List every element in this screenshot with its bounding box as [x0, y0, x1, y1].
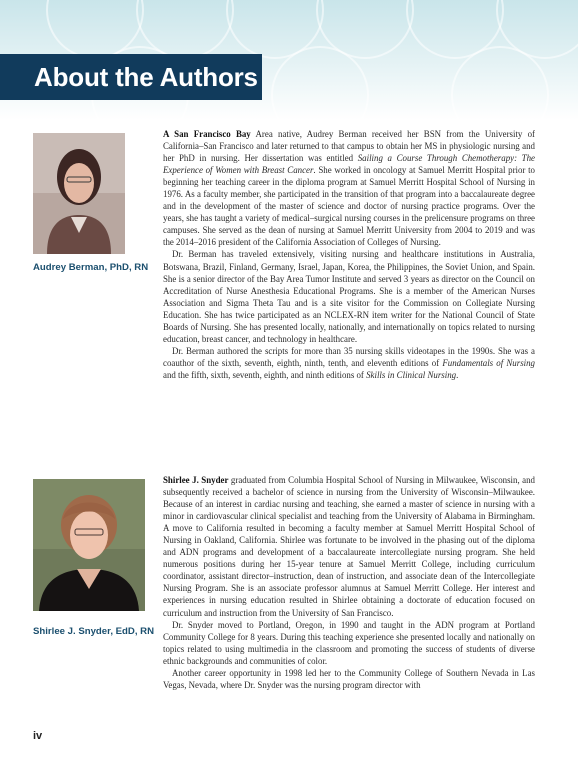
bio-paragraph: A San Francisco Bay Area native, Audrey Berman received her BSN from the University of California–San Francisco and later returned to that campus to obtain her MS in physiologic nursing and her PhD in nursing. Her dissertation was entitled Sailing a Course Through Chemotherapy: The Experience of Women with Breast Cancer. She worked in oncology at Samuel Merritt Hospital prior to beginning her teaching career in the diploma program at Samuel Merritt Hospital School of Nursing in 1976. As a faculty member, she participated in the transition of that program into a baccalaureate degree and in the development of the master of science and doctor of nursing practice programs. Over the years, she has taught a variety of medical–surgical nursing courses in the prelicensure programs on three campuses. She served as the dean of nursing at Samuel Merritt University from 2004 to 2019 and was the 2014–2016 president of the California Association of Colleges of Nursing. [163, 129, 535, 248]
bio-snyder [163, 474, 535, 691]
author-photo-snyder [33, 479, 145, 611]
bio-berman [163, 128, 535, 381]
bio-paragraph: Dr. Berman authored the scripts for more than 35 nursing skills videotapes in the 1990s. She was a coauthor of the sixth, seventh, eighth, ninth, tenth, and eleventh editions of Fundamentals of Nursing and the fifth, sixth, seventh, eighth, and ninth editions of Skills in Clinical Nursing. [163, 345, 535, 380]
author-photo-berman [33, 133, 125, 254]
book-title: Fundamentals of Nursing [442, 357, 535, 368]
page-title: About the Authors [0, 54, 262, 100]
dissertation-title: Sailing a Course Through Chemotherapy: The Experience of Women with Breast Cancer [163, 153, 535, 176]
bio-lead: Shirlee J. Snyder [163, 475, 229, 485]
bio-paragraph: Another career opportunity in 1998 led her to the Community College of Southern Nevada in Las Vegas, Nevada, where Dr. Snyder was the nursing program director with [163, 667, 535, 690]
bio-paragraph: Dr. Berman has traveled extensively, visiting nursing and healthcare institutions in Australia, Botswana, Brazil, Finland, Germany, Israel, Japan, Korea, the Philippines, the Soviet Union, and Spain. She is a senior director of the Bay Area Tumor Institute and served 3 years as director on the Council on Accreditation of Nurse Anesthesia Educational Programs. She is a member of the American Nurses Association and Sigma Theta Tau and is a site visitor for the Commission on Collegiate Nursing Education. She has twice participated as an NCLEX-RN item writer for the National Council of State Boards of Nursing. She has presented locally, nationally, and internationally on topics related to nursing education, breast cancer, and technology in healthcare. [163, 249, 535, 344]
page-number: iv [33, 730, 43, 742]
bio-paragraph: Dr. Snyder moved to Portland, Oregon, in 1990 and taught in the ADN program at Portland Community College for 8 years. During this teaching experience she presented locally and nationally on topics related to using multimedia in the classroom and promoting the success of students of diverse ethnic backgrounds and communities of color. [163, 619, 535, 666]
bio-paragraph: Shirlee J. Snyder graduated from Columbia Hospital School of Nursing in Milwaukee, Wisconsin, and subsequently received a bachelor of science in nursing from the University of Wisconsin–Milwaukee. Because of an interest in cardiac nursing and teaching, she earned a master of science in nursing with a minor in cardiovascular clinical specialist and teaching from the University of Alabama in Birmingham. A move to California resulted in becoming a faculty member at Samuel Merritt Hospital School of Nursing in Oakland, California. Shirlee was fortunate to be involved in the phasing out of the diploma and ADN programs and development of a baccalaureate intercollegiate nursing program. She held numerous positions during her 15-year tenure at Samuel Merritt College, including curriculum coordinator, assistant director–instruction, dean of instruction, and associate dean of the Intercollegiate Nursing Program. She is an associate professor alumnus at Samuel Merritt College. Her interest and experiences in nursing education resulted in Shirlee obtaining a doctorate of education focused on curriculum and instruction from the University of San Francisco. [163, 475, 535, 618]
bio-lead: A San Francisco Bay [163, 129, 251, 139]
book-title: Skills in Clinical Nursing [366, 369, 457, 380]
author-caption-snyder: Shirlee J. Snyder, EdD, RN [33, 626, 155, 637]
author-caption-berman: Audrey Berman, PhD, RN [33, 262, 149, 273]
